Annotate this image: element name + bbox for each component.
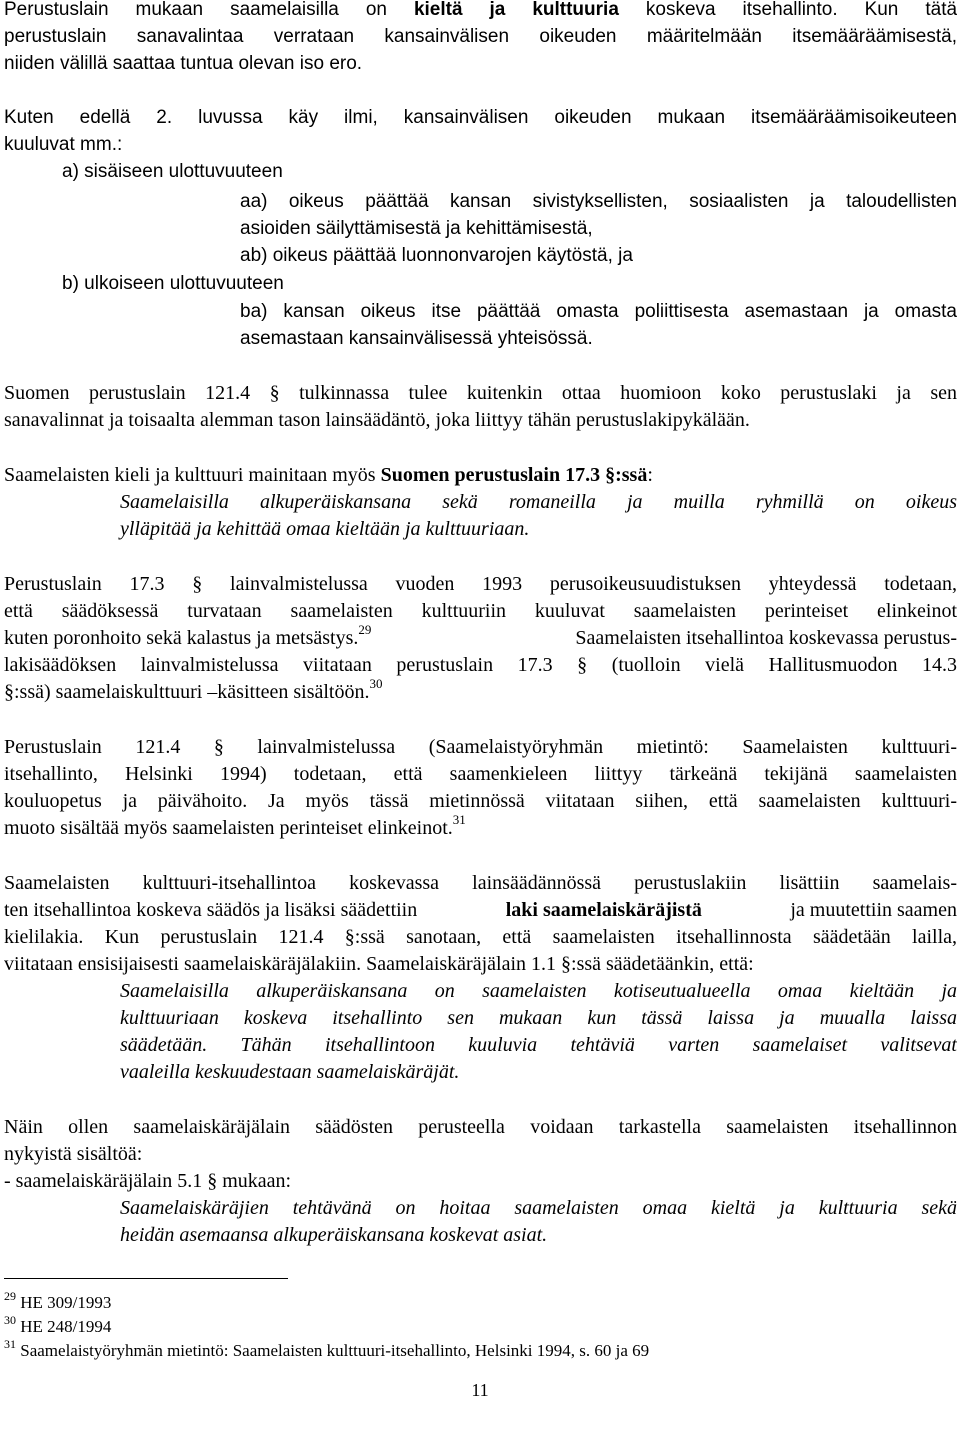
paragraph-line: - saamelaiskäräjälain 5.1 § mukaan:: [4, 1170, 292, 1192]
paragraph-line: kuuluvat mm.:: [4, 134, 123, 155]
text-span: koskeva itsehallinto. Kun tätä: [645, 0, 957, 20]
paragraph-line: Näin ollen saamelaiskäräjälain säädösten perusteella voidaan tarkastella saamelaisten itsehallinnon: [4, 1116, 957, 1138]
footnote-text: HE 248/1994: [20, 1317, 112, 1336]
paragraph-line: itsehallinto, Helsinki 1994) todetaan, että saamenkieleen liittyy tärkeänä tekijänä saamelaisten: [4, 763, 957, 785]
paragraph-line: kielilakia. Kun perustuslain 121.4 §:ssä sanotaan, että saamelaisten itsehallinnosta säädetään lailla,: [4, 926, 957, 948]
list-item: ab) oikeus päättää luonnonvarojen käytöstä, ja: [240, 245, 633, 266]
paragraph-line: että säädöksessä turvataan saamelaisten kulttuuriin kuuluvat saamelaisten perinteiset elinkeinot: [4, 600, 957, 622]
footnote-number: 30: [4, 1313, 16, 1328]
emphasis-text: Suomen perustuslain 17.3 §:ssä: [380, 464, 648, 486]
footnote: [4, 1289, 112, 1314]
text-span: Saamelaisten itsehallintoa koskevassa perustus-: [575, 627, 957, 649]
paragraph-line: Saamelaisten kulttuuri-itsehallintoa koskevassa lainsäädännössä perustuslakiin lisättiin saamelais-: [4, 872, 957, 894]
quote-line: säädetään. Tähän itsehallintoon kuuluvia tehtäviä varten saamelaiset valitsevat: [120, 1034, 957, 1056]
footnote: [4, 1337, 650, 1362]
quote-line: Saamelaiskäräjien tehtävänä on hoitaa saamelaisten omaa kieltä ja kulttuuria sekä: [120, 1197, 957, 1219]
footnote-number: 31: [4, 1337, 16, 1352]
text-span: [4, 622, 372, 652]
text-span: Saamelaisten kieli ja kulttuuri mainitaan myös: [4, 464, 376, 486]
emphasis-text: kieltä ja kulttuuria: [413, 0, 619, 20]
emphasis-text: laki saamelaiskäräjistä: [505, 899, 702, 921]
text-span: ten itsehallintoa koskeva säädös ja lisäksi säädettiin: [4, 899, 418, 921]
paragraph-line: Kuten edellä 2. luvussa käy ilmi, kansainvälisen oikeuden mukaan itsemääräämisoikeuteen: [4, 107, 957, 128]
paragraph-line: kouluopetus ja päivähoito. Ja myös tässä mietinnössä viitataan siihen, että saamelaisten kulttuuri-: [4, 790, 957, 812]
paragraph-line: [4, 622, 957, 652]
text-span: ja muutettiin saamen: [790, 899, 957, 921]
text-span: :: [647, 464, 653, 486]
text-span: Perustuslain mukaan saamelaisilla on: [4, 0, 387, 20]
quote-line: Saamelaisilla alkuperäiskansana sekä romaneilla ja muilla ryhmillä on oikeus: [120, 491, 957, 513]
paragraph-line: lakisäädöksen lainvalmistelussa viitataan perustuslain 17.3 § (tuolloin vielä Hallitusmuodon 14.3: [4, 654, 957, 676]
footnote-ref[interactable]: 30: [369, 676, 383, 692]
list-item: a) sisäiseen ulottuvuuteen: [62, 161, 283, 182]
paragraph-line: [4, 812, 957, 842]
paragraph-line: [4, 676, 957, 706]
quote-line: kulttuuriaan koskeva itsehallinto sen mukaan kun tässä laissa ja muualla laissa: [120, 1007, 957, 1029]
paragraph-line: Perustuslain 121.4 § lainvalmistelussa (Saamelaistyöryhmän mietintö: Saamelaisten kulttuuri-: [4, 736, 957, 758]
text-span: §:ssä) saamelaiskulttuuri –käsitteen sisältöön.: [4, 681, 370, 703]
page-number: 11: [471, 1380, 489, 1400]
paragraph-line: viitataan ensisijaisesti saamelaiskäräjälakiin. Saamelaiskäräjälain 1.1 §:ssä säädetäänkin, että:: [4, 953, 754, 975]
text-span: muoto sisältää myös saamelaisten perinteiset elinkeinot.: [4, 817, 453, 839]
paragraph-line: Suomen perustuslain 121.4 § tulkinnassa tulee kuitenkin ottaa huomioon koko perustuslaki ja sen: [4, 382, 957, 404]
quote-line: heidän asemaansa alkuperäiskansana koskevat asiat.: [120, 1224, 548, 1246]
paragraph-line: niiden välillä saattaa tuntua olevan iso ero.: [4, 53, 363, 74]
quote-line: ylläpitää ja kehittää omaa kieltään ja kulttuuriaan.: [120, 518, 530, 540]
paragraph-line: [4, 462, 957, 489]
footnote: [4, 1313, 112, 1338]
list-item: ba) kansan oikeus itse päättää omasta poliittisesta asemastaan ja omasta: [240, 301, 957, 322]
footnote-ref[interactable]: 31: [452, 812, 466, 828]
paragraph-line: [4, 897, 957, 924]
paragraph-line: nykyistä sisältöä:: [4, 1143, 143, 1165]
footnote-ref[interactable]: 29: [358, 622, 372, 638]
footnote-divider: [4, 1278, 288, 1279]
paragraph-line: perustuslain sanavalintaa verrataan kansainvälisen oikeuden määritelmään itsemääräämisestä,: [4, 26, 957, 47]
list-item: b) ulkoiseen ulottuvuuteen: [62, 273, 284, 294]
footnote-number: 29: [4, 1289, 16, 1304]
paragraph-line: [4, 0, 957, 23]
list-item: aa) oikeus päättää kansan sivistyksellisten, sosiaalisten ja taloudellisten: [240, 191, 957, 212]
quote-line: Saamelaisilla alkuperäiskansana on saamelaisten kotiseutualueella omaa kieltään ja: [120, 980, 957, 1002]
paragraph-line: sanavalinnat ja toisaalta alemman tason lainsäädäntö, joka liittyy tähän perustuslakipykälään.: [4, 409, 750, 431]
text-span: kuten poronhoito sekä kalastus ja metsästys.: [4, 627, 359, 649]
footnote-text: HE 309/1993: [20, 1293, 112, 1312]
footnote-text: Saamelaistyöryhmän mietintö: Saamelaisten kulttuuri-itsehallinto, Helsinki 1994, s. 60 ja 69: [20, 1341, 650, 1360]
list-item: asemastaan kansainvälisessä yhteisössä.: [240, 328, 593, 349]
paragraph-line: Perustuslain 17.3 § lainvalmistelussa vuoden 1993 perusoikeusuudistuksen yhteydessä todetaan,: [4, 573, 957, 595]
quote-line: vaaleilla keskuudestaan saamelaiskäräjät.: [120, 1061, 460, 1083]
list-item: asioiden säilyttämisestä ja kehittämisestä,: [240, 218, 593, 239]
